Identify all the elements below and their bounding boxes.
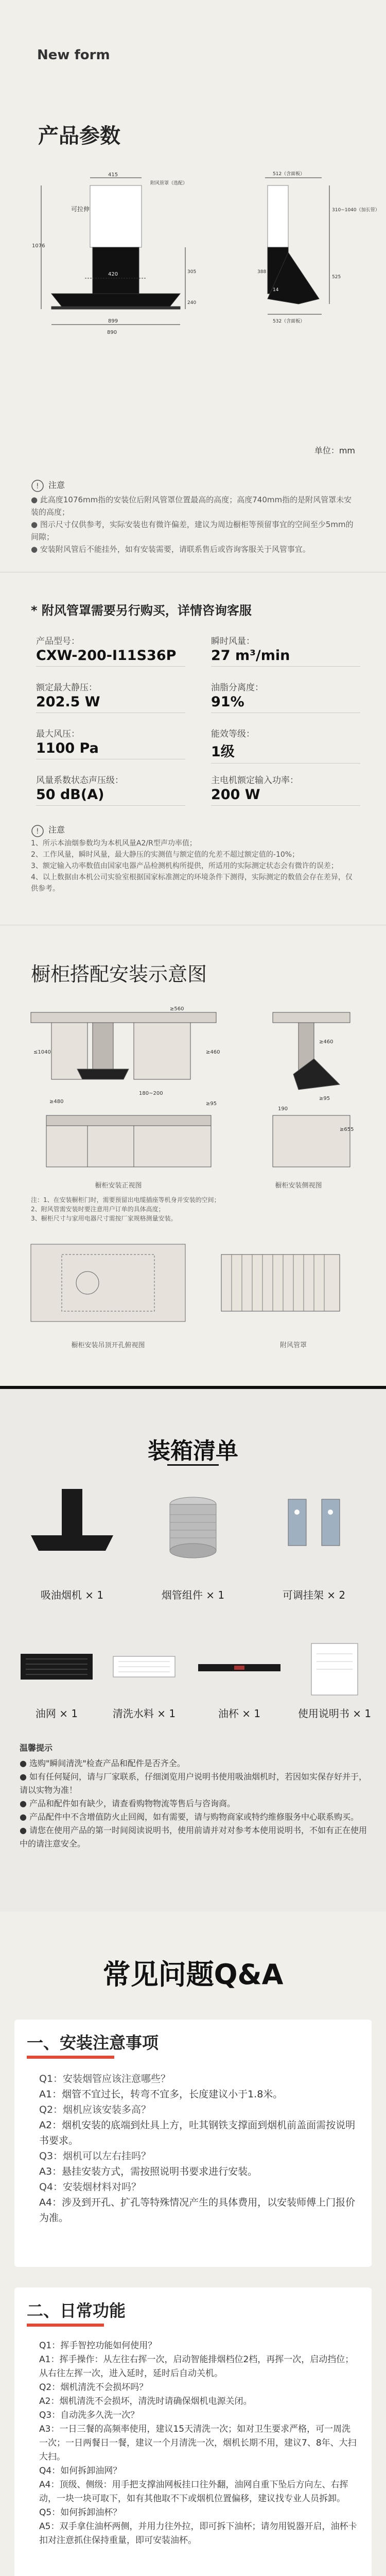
qa-card-accent <box>27 2056 114 2059</box>
dim-890: 890 <box>107 330 117 335</box>
dim-388: 388 <box>257 269 267 275</box>
svg-text:!: ! <box>36 482 39 490</box>
qa-card-title: 一、安装注意事项 <box>27 2033 159 2053</box>
packing-item-label: 可调挂架 × 2 <box>282 1589 346 1601</box>
install-diagram <box>31 1002 360 1172</box>
install-dim-g: ≥460 <box>319 1039 334 1045</box>
packing-item-label: 油网 × 1 <box>35 1707 78 1720</box>
packing-item-label: 吸油烟机 × 1 <box>40 1589 104 1601</box>
qa-card-accent <box>27 2324 104 2327</box>
notes-2-line: 1、所示本油烟参数均为本机风量A2/R型声功率值； <box>31 839 197 848</box>
install-notes <box>31 1195 355 1223</box>
notes-1-line: ● 图示尺寸仅供参考，实际安装也有微许偏差，建议为周边橱柜等预留事宜的空间至少5mm的间隙； <box>31 520 354 541</box>
install-dim-h: ≥95 <box>319 1096 330 1101</box>
install-note-line: 注：1、在安装橱柜门时，需要预留出电缆插座等机身并安装的空间； <box>31 1196 220 1204</box>
manual-icon <box>299 1638 371 1700</box>
dim-305: 305 <box>187 269 197 275</box>
dim-1076: 1076 <box>32 243 45 249</box>
unit-label: 单位：mm <box>314 446 355 455</box>
warning-icon <box>31 824 44 838</box>
cleaner-icon <box>103 1638 185 1700</box>
dim-range: 310~1040（加长管） <box>332 208 380 213</box>
tips-line: ● 如有任何疑问，请与厂家联系，仔细浏览用户说明书使用吸油烟机时，若因如实保存好并于，请以实物为准！ <box>20 1772 367 1795</box>
dimension-diagram <box>31 170 380 397</box>
filter-net-icon <box>15 1638 98 1700</box>
qa-card-install <box>14 2020 372 2267</box>
param-power: 主电机额定输入功率： 200 W <box>211 773 365 803</box>
dim-pipe-note: 附风管罩（选配） <box>150 181 188 186</box>
warning-icon <box>31 479 44 493</box>
param-max-pressure: 最大风压： 1100 Pa <box>36 726 190 756</box>
packing-item-label: 清洗水料 × 1 <box>112 1707 176 1720</box>
bracket-icon <box>262 1484 365 1582</box>
pull-label: 可拉伸 <box>71 206 90 213</box>
param-flow: 瞬时风量： 27 m³/min <box>211 634 365 664</box>
duct-pipe-icon <box>144 1484 242 1582</box>
packing-item-label: 油杯 × 1 <box>218 1707 261 1720</box>
dim-525: 525 <box>332 275 341 280</box>
tips-line: ● 选购"瞬间清洗"检查产品和配件是否齐全。 <box>20 1758 185 1768</box>
install-caption-left: 橱柜安装正视图 <box>95 1182 142 1190</box>
notes-2 <box>31 824 355 894</box>
notes-2-line: 3、额定输入功率数值由国家电器产品检测机构所提供，所适用的实际测定状态会有微许的误差； <box>31 862 338 870</box>
param-efficiency: 能效等级： 1级 <box>211 726 365 760</box>
install-title: 橱柜搭配安装示意图 <box>31 963 207 986</box>
dim-420: 420 <box>108 272 118 277</box>
dim-532: 532（含面板） <box>273 319 305 324</box>
svg-text:!: ! <box>36 827 39 836</box>
packing-top-bar <box>0 1386 386 1389</box>
dim-899: 899 <box>108 318 118 324</box>
tips-line: ● 产品和配件如有缺少，请查看购物物流等售后与咨询商。 <box>20 1799 236 1808</box>
install-dim-j: 190 <box>278 1106 288 1112</box>
install-note-line: 3、橱柜尺寸与家用电器尺寸需按厂家规格测量安装。 <box>31 1215 177 1222</box>
tips-line: ● 请您在使用产品的第一时间阅读说明书，使用前请并对对参考本使用说明书，不如有正在使用中的请注意安全。 <box>20 1825 367 1849</box>
notes-2-line: 2、工作风量，瞬时风量，最大静压的实测值与额定值的允差不超过额定值的-10%； <box>31 851 300 859</box>
dim-14: 14 <box>273 287 279 293</box>
tips-block <box>20 1741 370 1851</box>
install-note-line: 2、附风管需安装时要注意用户订单的具体高度； <box>31 1206 165 1213</box>
install-dim-e: ≥460 <box>206 1049 220 1055</box>
install-caption-bottom-left: 橱柜安装吊顶开孔俯视图 <box>71 1342 145 1349</box>
range-hood-icon <box>21 1484 124 1582</box>
notes-1-title: 注意 <box>48 480 65 490</box>
notes-1-line: ● 安装附风管后不能挂外，如有安装需要，请联系售后或咨询客服关于风管事宜。 <box>31 545 310 554</box>
dim-240: 240 <box>187 300 197 306</box>
pipe-headline: * 附风管罩需要另行购买，详情咨询客服 <box>31 603 252 618</box>
qa-list: Q1：挥手智控功能如何使用？ A1：挥手操作：从左往右挥一次，启动智能排烟档位2档，再挥一次，启动挡位；从右往左挥一次，进入延时，延时后自动关机。 Q2：烟机清洗不会损坏吗？ A2：烟机清洗不会损坏，清洗时请确保烟机电源关闭。 Q3：自动洗多久洗一次？ A3：一日三餐的高频率使用，建议15天清洗一次；如对卫生要求严格，可一周洗一次；一日两餐日一餐，建议一个月清洗一次，烟机长期不用，建议7、8年、大扫大扫。 Q4：如何拆卸油网？ A4：顶级、侧级：用手把支撑油网板挂口往外翻，油网自重下坠后方向左、右挥动，一块一块可取下，如有其他取不下或烟机位置偏移，建议找专业人员拆卸。 Q5：如何拆卸油杯？ A5：双手拿住油杯两侧，并用力往外拉，即可拆下油杯；请勿用锐器开启，油杯卡扣对注意抓住保持重量，即可安装油杯。 <box>39 2341 357 2546</box>
notes-2-title: 注意 <box>48 825 65 835</box>
packing-item-label: 使用说明书 × 1 <box>297 1707 372 1720</box>
packing-title-underline <box>167 1464 219 1466</box>
param-grease: 油脂分离度： 91% <box>211 680 365 710</box>
install-dim-b: ≥560 <box>170 1006 184 1012</box>
install-caption-bottom-right: 附风管罩 <box>279 1342 307 1349</box>
packing-item-label: 烟管组件 × 1 <box>161 1589 225 1601</box>
tips-line: ● 产品配件中不含增值防火止回阀，如有需要，请与购物商家或特约维修服务中心联系购买。 <box>20 1812 359 1822</box>
tips-title: 温馨提示 <box>20 1743 53 1753</box>
qa-list: Q1：安装烟管应该注意哪些？ A1：烟管不宜过长，转弯不宜多，长度建议小于1.8米。 Q2：烟机应该安装多高？ A2：烟机安装的底端到灶具上方，吐其钢铁支撑面到烟机前盖面需按说明书要求。 Q3：烟机可以左右挂吗？ A3：悬挂安装方式，需按照说明书要求进行安装。 Q4：安装烟材料对吗？ A4：涉及到开孔、扩孔等特殊情况产生的具体费用，以安装师傅上门报价为准。 <box>39 2073 356 2224</box>
dim-512: 512（含面板） <box>273 172 305 177</box>
dim-415: 415 <box>108 172 118 178</box>
install-caption-right: 橱柜安装侧视图 <box>275 1182 322 1190</box>
notes-1 <box>31 479 355 555</box>
qa-title: 常见问题Q&A <box>102 1958 284 1991</box>
qa-card-functions <box>14 2287 372 2576</box>
notes-2-line: 4、以上数据由本机公司实验室根据国家标准测定的环境条件下测得，实际测定的数值会存在差异，仅供参考。 <box>31 873 353 893</box>
install-dim-c: ≤1040 <box>33 1049 51 1055</box>
oil-cup-icon <box>193 1638 286 1700</box>
brand-logo: New form <box>37 47 110 63</box>
install-dim-f: ≥95 <box>206 1101 217 1107</box>
param-noise: 风量系数状态声压级： 50 dB(A) <box>36 773 190 803</box>
packing-title: 装箱清单 <box>148 1438 238 1464</box>
param-static-pressure: 额定最大静压： 202.5 W <box>36 680 190 710</box>
install-dim-d: 180~200 <box>139 1091 163 1096</box>
install-topdown-diagram <box>31 1234 360 1337</box>
qa-card-title: 二、日常功能 <box>27 2301 126 2320</box>
param-model: 产品型号： CXW-200-I11S36P <box>36 634 190 664</box>
product-params-title: 产品参数 <box>38 124 120 148</box>
install-dim-a: ≥480 <box>49 1099 64 1105</box>
notes-1-line: ● 此高度1076mm指的安装位后附风管罩位置最高的高度；高度740mm指的是附风管罩未安装的高度； <box>31 495 352 517</box>
install-dim-i: ≥655 <box>340 1127 354 1132</box>
